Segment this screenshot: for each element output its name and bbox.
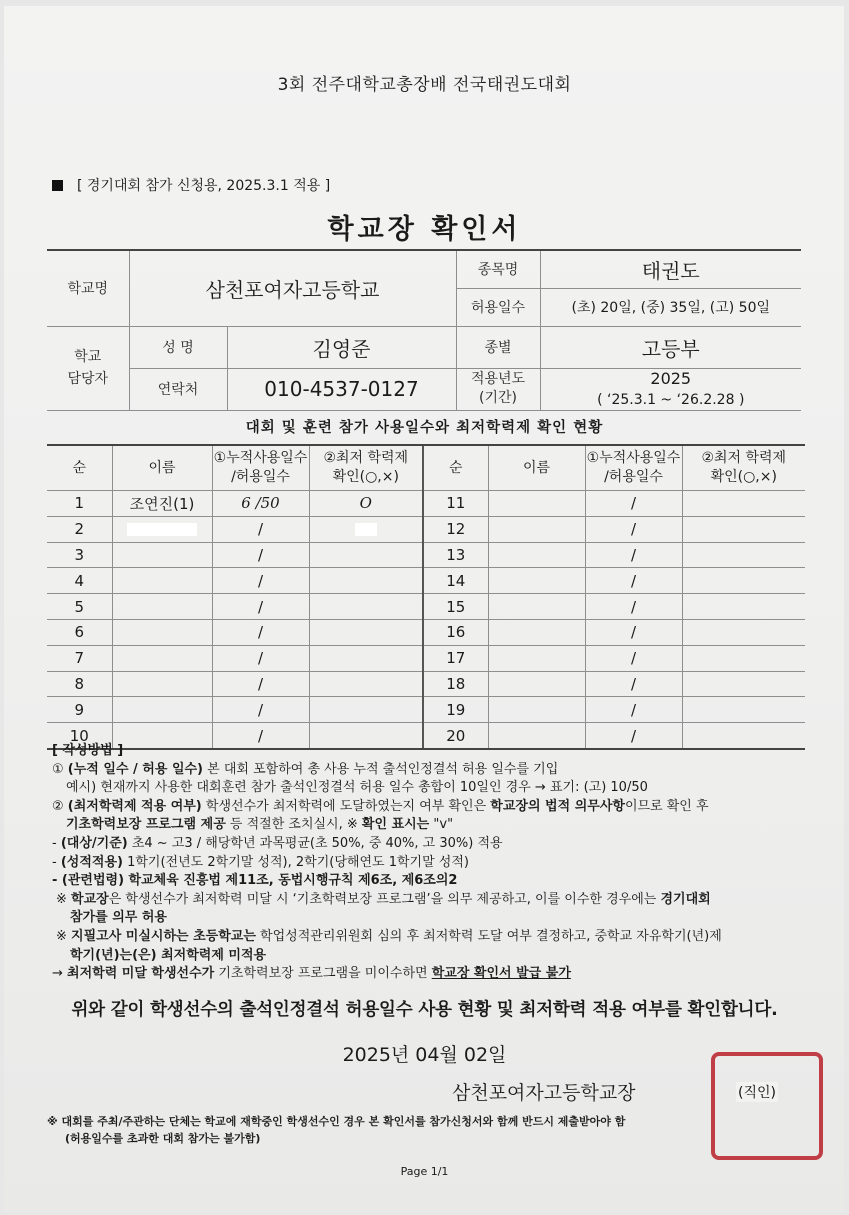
cell-left-name xyxy=(112,671,212,697)
value-division: 고등부 xyxy=(540,326,801,368)
table-row xyxy=(47,491,805,517)
table-row xyxy=(47,594,805,620)
col-check-right-line2: 확인(○,×) xyxy=(710,469,777,485)
col-days-right-line2: /허용일수 xyxy=(604,469,663,485)
value-applicable-year xyxy=(540,368,801,410)
cell-left-check xyxy=(309,516,423,542)
label-applicable-year xyxy=(456,368,540,410)
col-days-right xyxy=(585,445,682,491)
cell-right-name xyxy=(488,671,585,697)
footnote xyxy=(47,1113,625,1147)
cell-left-days: / xyxy=(212,594,309,620)
cell-right-no: 16 xyxy=(423,619,488,645)
cell-right-no: 12 xyxy=(423,516,488,542)
col-days-left-line2: /허용일수 xyxy=(231,469,290,485)
redacted-name-box xyxy=(127,523,197,536)
table-row xyxy=(47,697,805,723)
instruction-principal-text: 은 학생선수가 최저학력 미달 시 ‘기초학력보장 프로그램’을 의무 제공하고, 이를 이수한 경우에는 xyxy=(108,891,661,907)
instruction-2-key-b: 학교장의 법적 의무사항 xyxy=(490,798,625,814)
cell-right-check xyxy=(682,594,805,620)
cell-right-name xyxy=(488,645,585,671)
cell-left-name xyxy=(112,697,212,723)
col-check-left-line2: 확인(○,×) xyxy=(332,469,399,485)
instruction-elementary-note-cont: 학기(년)는(은) 최저학력제 미적용 xyxy=(70,947,267,963)
cell-left-no: 8 xyxy=(47,671,112,697)
cell-right-name xyxy=(488,568,585,594)
instruction-arrow-key: 최저학력 미달 학생선수가 xyxy=(67,966,215,982)
table-row xyxy=(47,516,805,542)
instruction-1: ① (누적 일수 / 허용 일수) 본 대회 포함하여 총 사용 누적 출석인정결석 허용 일수를 기입 xyxy=(52,761,559,777)
cell-right-no: 11 xyxy=(423,491,488,517)
instruction-2-text-b: 이므로 확인 후 xyxy=(624,798,709,814)
cell-right-no: 13 xyxy=(423,542,488,568)
cell-right-days: / xyxy=(585,723,682,749)
label-division: 종별 xyxy=(456,326,540,368)
cell-left-check xyxy=(309,542,423,568)
cell-left-check xyxy=(309,671,423,697)
confirmation-statement: 위와 같이 학생선수의 출석인정결석 허용일수 사용 현황 및 최저학력 적용 여부를 확인합니다. xyxy=(71,1000,778,1020)
cell-right-days: / xyxy=(585,645,682,671)
value-sport: 태권도 xyxy=(540,250,801,288)
cell-left-name xyxy=(112,568,212,594)
label-contact: 연락처 xyxy=(129,368,227,410)
instruction-2-text-a: 학생선수가 최저학력에 도달하였는지 여부 확인은 xyxy=(205,798,491,814)
cell-right-check xyxy=(682,542,805,568)
label-allowed-days: 허용일수 xyxy=(456,288,540,326)
cell-left-check xyxy=(309,568,423,594)
cell-right-name xyxy=(488,491,585,517)
instruction-arrow-note: → 최저학력 미달 학생선수가 기초학력보장 프로그램을 미이수하면 학교장 확인서 발급 불가 xyxy=(52,966,571,982)
cell-left-name: 조연진(1) xyxy=(112,491,212,517)
cell-left-no: 4 xyxy=(47,568,112,594)
label-name: 성 명 xyxy=(129,326,227,368)
cell-right-no: 17 xyxy=(423,645,488,671)
cell-right-days: / xyxy=(585,671,682,697)
cell-left-days: / xyxy=(212,542,309,568)
seal-placeholder-text: (직인) xyxy=(736,1082,778,1102)
instruction-2-cont-key: 기초학력보장 프로그램 제공 xyxy=(66,817,226,833)
cell-right-days: / xyxy=(585,568,682,594)
cell-right-no: 18 xyxy=(423,671,488,697)
col-no-right: 순 xyxy=(423,445,488,491)
footnote-line1: ※ 대회를 주최/주관하는 단체는 학교에 재학중인 학생선수인 경우 본 확인서를 참가신청서와 함께 반드시 제출받아야 함 xyxy=(47,1115,626,1128)
cell-right-no: 19 xyxy=(423,697,488,723)
instruction-elementary-text: 학업성적관리위원회 심의 후 최저학력 도달 여부 결정하고, 중학교 자유학기(년)제 xyxy=(260,928,722,944)
instructions-heading: [ 작성방법 ] xyxy=(52,743,124,758)
instruction-target-text: 초4 ~ 고3 / 해당학년 과목평균(초 50%, 중 40%, 고 30%) 적용 xyxy=(131,835,503,851)
cell-right-no: 14 xyxy=(423,568,488,594)
cell-left-no: 1 xyxy=(47,491,112,517)
value-name: 김영준 xyxy=(227,326,456,368)
cell-left-days: / xyxy=(212,516,309,542)
label-school-manager xyxy=(47,326,129,410)
application-note xyxy=(52,175,330,195)
value-school-name: 삼천포여자고등학교 xyxy=(129,250,456,326)
label-applicable-year-line1: 적용년도 xyxy=(470,371,526,387)
cell-left-no: 10 xyxy=(47,723,112,749)
cell-left-no: 3 xyxy=(47,542,112,568)
issue-date: 2025년 04월 02일 xyxy=(342,1044,507,1066)
redacted-check-box xyxy=(355,523,377,536)
col-check-right xyxy=(682,445,805,491)
col-days-left-line1: ①누적사용일수 xyxy=(213,450,308,466)
cell-left-no: 6 xyxy=(47,619,112,645)
cell-right-name xyxy=(488,542,585,568)
col-name-left: 이름 xyxy=(112,445,212,491)
cell-right-check xyxy=(682,491,805,517)
cell-right-check xyxy=(682,697,805,723)
cell-left-days: / xyxy=(212,645,309,671)
cell-right-days: / xyxy=(585,594,682,620)
cell-right-name xyxy=(488,594,585,620)
label-school-name: 학교명 xyxy=(47,250,129,326)
col-check-right-line1: ②최저 학력제 xyxy=(701,450,787,466)
col-days-right-line1: ①누적사용일수 xyxy=(586,450,681,466)
instruction-1-example: 예시) 현재까지 사용한 대회훈련 참가 출석인정결석 허용 일수 총합이 10일인 경우 → 표기: (고) 10/50 xyxy=(66,780,648,796)
cell-left-no: 2 xyxy=(47,516,112,542)
col-check-left xyxy=(309,445,423,491)
cell-left-no: 9 xyxy=(47,697,112,723)
instruction-principal-note: ※ 학교장은 학생선수가 최저학력 미달 시 ‘기초학력보장 프로그램’을 의무 제공하고, 이를 이수한 경우에는 경기대회 xyxy=(56,891,711,907)
instruction-2-cont-mark: "v" xyxy=(433,817,454,833)
cell-right-days: / xyxy=(585,619,682,645)
cell-left-days: / xyxy=(212,671,309,697)
cell-left-check xyxy=(309,594,423,620)
instruction-elementary-note: ※ 지필고사 미실시하는 초등학교는 학업성적관리위원회 심의 후 최저학력 도달 여부 결정하고, 중학교 자유학기(년)제 xyxy=(56,928,722,944)
label-school-manager-line1: 학교 xyxy=(74,349,102,365)
cell-right-check xyxy=(682,568,805,594)
page-number: Page 1/1 xyxy=(400,1165,449,1178)
cell-right-name xyxy=(488,516,585,542)
instruction-1-key: (누적 일수 / 허용 일수) xyxy=(67,761,203,777)
col-no-left: 순 xyxy=(47,445,112,491)
col-name-right: 이름 xyxy=(488,445,585,491)
instruction-2-cont xyxy=(52,816,722,835)
event-title: 3회 전주대학교총장배 전국태권도대회 xyxy=(277,75,572,95)
value-allowed-days: (초) 20일, (중) 35일, (고) 50일 xyxy=(540,288,801,326)
instruction-law: - (관련법령) 학교체육 진흥법 제11조, 동법시행규칙 제6조, 제6조의2 xyxy=(52,873,458,889)
cell-left-check xyxy=(309,619,423,645)
label-sport: 종목명 xyxy=(456,250,540,288)
cell-right-no: 15 xyxy=(423,594,488,620)
value-year: 2025 xyxy=(650,368,692,388)
table-header-row xyxy=(47,445,805,491)
cell-left-name xyxy=(112,516,212,542)
instruction-timing: - (성적적용) 1학기(전년도 2학기말 성적), 2학기(당해연도 1학기말 성적) xyxy=(52,854,469,870)
table-subtitle: 대회 및 훈련 참가 사용일수와 최저학력제 확인 현황 xyxy=(245,420,604,436)
table-row xyxy=(47,671,805,697)
footnote-line2: (허용일수를 초과한 대회 참가는 불가함) xyxy=(65,1132,261,1145)
cell-left-check xyxy=(309,645,423,671)
cell-right-days: / xyxy=(585,697,682,723)
instruction-elementary-key: 지필고사 미실시하는 초등학교는 xyxy=(71,928,256,944)
instruction-timing-key: (성적적용) xyxy=(60,854,123,870)
instruction-timing-text: 1학기(전년도 2학기말 성적), 2학기(당해연도 1학기말 성적) xyxy=(127,854,469,870)
table-row xyxy=(47,542,805,568)
cell-left-name xyxy=(112,594,212,620)
instruction-2-cont-text: 등 적절한 조치실시, ※ xyxy=(229,817,358,833)
cell-left-days: / xyxy=(212,697,309,723)
instruction-target: - (대상/기준) 초4 ~ 고3 / 해당학년 과목평균(초 50%, 중 40%, 고 30%) 적용 xyxy=(52,835,503,851)
document-title: 학교장 확인서 xyxy=(327,214,522,245)
cell-right-name xyxy=(488,619,585,645)
cell-left-name xyxy=(112,542,212,568)
cell-left-no: 7 xyxy=(47,645,112,671)
cell-left-name xyxy=(112,645,212,671)
instruction-2: ② (최저학력제 적용 여부) 학생선수가 최저학력에 도달하였는지 여부 확인은 학교장의 법적 의무사항이므로 확인 후 xyxy=(52,798,709,814)
cell-right-check xyxy=(682,516,805,542)
square-bullet-icon xyxy=(52,180,63,191)
instruction-1-text: 본 대회 포함하여 총 사용 누적 출석인정결석 허용 일수를 기입 xyxy=(207,761,559,777)
cell-left-no: 5 xyxy=(47,594,112,620)
cell-left-name xyxy=(112,619,212,645)
school-info-table xyxy=(47,249,801,411)
instruction-target-key: (대상/기준) xyxy=(60,835,128,851)
table-row xyxy=(47,568,805,594)
label-applicable-year-line2: (기간) xyxy=(479,390,517,406)
cell-left-days: / xyxy=(212,619,309,645)
cell-right-no: 20 xyxy=(423,723,488,749)
instruction-arrow-text: 기초학력보장 프로그램을 미이수하면 xyxy=(218,966,428,982)
cell-right-days: / xyxy=(585,516,682,542)
instruction-principal-key-b: 경기대회 xyxy=(660,891,711,907)
cell-right-days: / xyxy=(585,491,682,517)
cell-left-check xyxy=(309,697,423,723)
cell-left-days: / xyxy=(212,723,309,749)
cell-right-check xyxy=(682,645,805,671)
official-seal-stamp xyxy=(711,1052,823,1160)
cell-right-check xyxy=(682,619,805,645)
application-note-text: [ 경기대회 참가 신청용, 2025.3.1 적용 ] xyxy=(77,178,331,194)
cell-left-days: / xyxy=(212,568,309,594)
participant-table xyxy=(47,444,805,750)
value-period: ( ‘25.3.1 ~ ‘26.2.28 ) xyxy=(597,391,745,408)
col-check-left-line1: ②최저 학력제 xyxy=(323,450,409,466)
cell-right-name xyxy=(488,697,585,723)
instruction-arrow-key-b: 학교장 확인서 발급 불가 xyxy=(431,966,571,982)
cell-right-days: / xyxy=(585,542,682,568)
instructions xyxy=(52,742,722,984)
instruction-2-cont-key-b: 확인 표시는 xyxy=(361,817,430,833)
table-row xyxy=(47,619,805,645)
table-row xyxy=(47,645,805,671)
label-school-manager-line2: 담당자 xyxy=(67,371,109,387)
value-contact: 010-4537-0127 xyxy=(227,368,456,410)
cell-left-days: 6 /50 xyxy=(212,491,309,517)
principal-title: 삼천포여자고등학교장 xyxy=(452,1082,636,1104)
instruction-principal-key: 학교장 xyxy=(71,891,109,907)
cell-right-check xyxy=(682,671,805,697)
col-days-left xyxy=(212,445,309,491)
instruction-principal-note-cont: 참가를 의무 허용 xyxy=(70,910,167,926)
instruction-2-key: (최저학력제 적용 여부) xyxy=(67,798,202,814)
cell-left-check: O xyxy=(309,491,423,517)
